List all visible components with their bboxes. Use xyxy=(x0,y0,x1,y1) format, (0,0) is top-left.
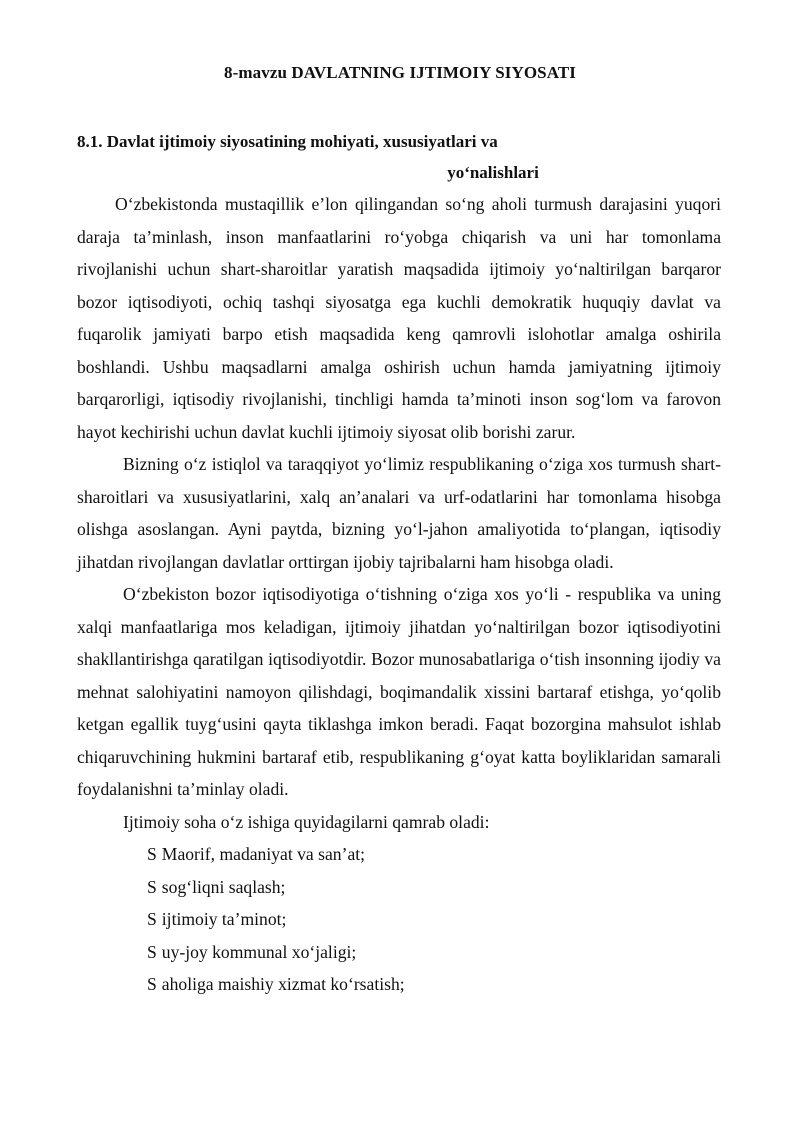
list-marker: S xyxy=(147,941,157,962)
paragraph: O‘zbekistonda mustaqillik e’lon qilingandan so‘ng aholi turmush darajasini yuqori daraja ta’minlash, inson manfaatlarini ro‘yobga chiqarish va uni har tomonlama rivojlanishi uchun shart-sharoitlar yaratish maqsadida ijtimoiy yo‘naltirilgan barqaror bozor iqtisodiyoti, ochiq tashqi siyosatga ega kuchli demokratik huquqiy davlat va fuqarolik jamiyati barpo etish maqsadida keng qamrovli islohotlar amalga oshirila boshlandi. Ushbu maqsadlarni amalga oshirish uchun hamda jamiyatning ijtimoiy barqarorligi, iqtisodiy rivojlanishi, tinchligi hamda ta’minoti inson sog‘lom va farovon hayot kechirishi uchun davlat kuchli ijtimoiy siyosat olib borishi zarur. xyxy=(77,194,721,442)
list-item xyxy=(147,903,721,936)
social-sphere-list xyxy=(77,838,721,1001)
list-marker: S xyxy=(147,844,157,864)
list-item xyxy=(147,936,721,969)
list-item xyxy=(147,968,721,1001)
list-marker: S xyxy=(147,876,157,897)
paragraph: O‘zbekiston bozor iqtisodiyotiga o‘tishning o‘ziga xos yo‘li - respublika va uning xalqi manfaatlariga mos keladigan, ijtimoiy jihatdan yo‘naltirilgan bozor iqtisodiyotini shakllantirishga qaratilgan iqtisodiyotdir. Bozor munosabatlariga o‘tish insonning ijodiy va mehnat salohiyatini namoyon qilishdagi, boqimandalik xissini bartaraf etishga, yo‘qolib ketgan egallik tuyg‘usini qayta tiklashga imkon beradi. Faqat bozorgina mahsulot ishlab chiqaruvchining hukmini bartaraf etib, respublikaning g‘oyat katta boyliklaridan samarali foydalanishni ta’minlay oladi. xyxy=(77,584,721,799)
section-heading-line1: 8.1. Davlat ijtimoiy siyosatining mohiyati, xususiyatlari va xyxy=(77,132,498,151)
list-marker: S xyxy=(147,909,157,929)
section-heading xyxy=(77,126,723,188)
section-heading-line2: yo‘nalishlari xyxy=(447,163,539,182)
list-marker: S xyxy=(147,974,157,994)
page-title: 8-mavzu DAVLATNING IJTIMOIY SIYOSATI xyxy=(224,63,576,82)
list-item-text: ijtimoiy ta’minot; xyxy=(161,909,287,929)
paragraph: Bizning o‘z istiqlol va taraqqiyot yo‘limiz respublikaning o‘ziga xos turmush shart-sharoitlari va xususiyatlarini, xalq an’analari va urf-odatlarini har tomonlama hisobga olishga asoslangan. Ayni paytda, bizning yo‘l-jahon amaliyotida to‘plangan, iqtisodiy jihatdan rivojlangan davlatlar orttirgan ijobiy tajribalarni ham hisobga oladi. xyxy=(77,454,721,572)
list-item xyxy=(147,838,721,871)
list-item-text: uy-joy kommunal xo‘jaligi; xyxy=(161,941,357,962)
list-item-text: Maorif, madaniyat va san’at; xyxy=(161,844,366,864)
list-item-text: sog‘liqni saqlash; xyxy=(161,876,286,897)
list-intro: Ijtimoiy soha o‘z ishiga quyidagilarni qamrab oladi: xyxy=(123,811,490,832)
list-item-text: aholiga maishiy xizmat ko‘rsatish; xyxy=(161,974,405,994)
body-text xyxy=(77,188,721,1001)
list-item xyxy=(147,871,721,904)
